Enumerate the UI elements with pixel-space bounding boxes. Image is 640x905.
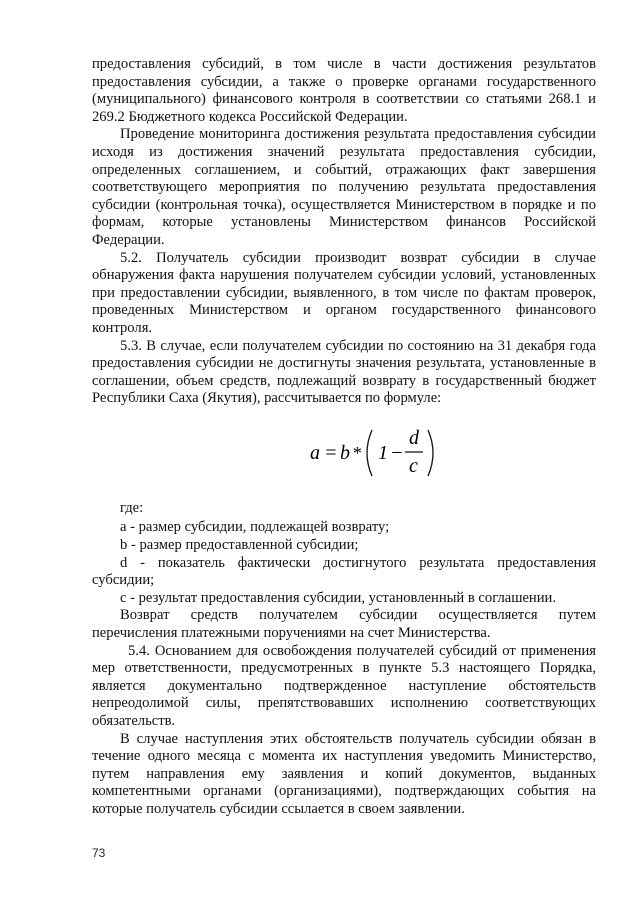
paragraph-monitoring-continued: предоставления субсидий, в том числе в части достижения результатов предоставления субсидии, а также о проверке органами государственного (муниципального) финансового контроля в соответствии со статьями 268.1 и 269.2 Бюджетного кодекса Российской Федерации. [92, 56, 596, 125]
paragraph-5-3: 5.3. В случае, если получателем субсидии по состоянию на 31 декабря года предоставления субсидии не достигнуты значения результата, установленные в соглашении, объем средств, подлежащий возврату в государственный бюджет Республики Саха (Якутия), рассчитывается по формуле: [92, 337, 596, 407]
paragraph-force-majeure: В случае наступления этих обстоятельств получатель субсидии обязан в течение одного месяца с момента их наступления уведомить Министерство, путем направления ему заявления и копий документов, выданных компетентными органами (организациями), подтверждающих события на которые получатель субсидии ссылается в своем заявлении. [92, 730, 596, 817]
formula-numerator: d [409, 426, 419, 449]
formula-times: * [352, 442, 361, 463]
formula-right-paren [428, 430, 433, 476]
where-label: где: [120, 499, 144, 516]
page-number: 73 [92, 846, 106, 860]
refund-formula [92, 408, 596, 500]
definition-b: b - размер предоставленной субсидии; [120, 537, 359, 554]
formula-b: b [340, 441, 350, 464]
formula-svg [310, 422, 460, 484]
formula-one: 1 [378, 441, 388, 464]
formula-minus: − [390, 441, 404, 464]
definition-d: d - показатель фактически достигнутого результата предоставления субсидии; [92, 554, 596, 589]
formula-expression [310, 422, 460, 484]
document-page [92, 56, 596, 819]
definition-a: a - размер субсидии, подлежащей возврату; [120, 519, 390, 536]
formula-denominator: c [409, 454, 418, 477]
formula-lhs: a [310, 441, 320, 464]
paragraph-monitoring: Проведение мониторинга достижения результата предоставления субсидии исходя из достижения значений результата предоставления субсидии, определенных соглашением, и событий, отражающих факт завершения соответствующего мероприятия по получению результата предоставления субсидии (контрольная точка), осуществляется Министерством в порядке и по формам, которые установлены Министерством финансов Российской Федерации. [92, 126, 596, 248]
paragraph-refund-transfer: Возврат средств получателем субсидии осуществляется путем перечисления платежными поручениями на счет Министерства. [92, 607, 596, 642]
formula-equals: = [324, 441, 338, 464]
paragraph-5-2: 5.2. Получатель субсидии производит возврат субсидии в случае обнаружения факта нарушения получателем субсидии условий, установленных при предоставлении субсидии, выявленного, в том числе по фактам проверок, проведенных Министерством и органом государственного финансового контроля. [92, 249, 596, 336]
paragraph-5-4: 5.4. Основанием для освобождения получателей субсидий от применения мер ответственности, предусмотренных в пункте 5.3 настоящего Порядка, является документально подтвержденное наступление обстоятельств непреодолимой силы, препятствовавших исполнению соответствующих обязательств. [92, 642, 596, 729]
definition-c: c - результат предоставления субсидии, установленный в соглашении. [120, 589, 557, 606]
formula-left-paren [367, 430, 372, 476]
